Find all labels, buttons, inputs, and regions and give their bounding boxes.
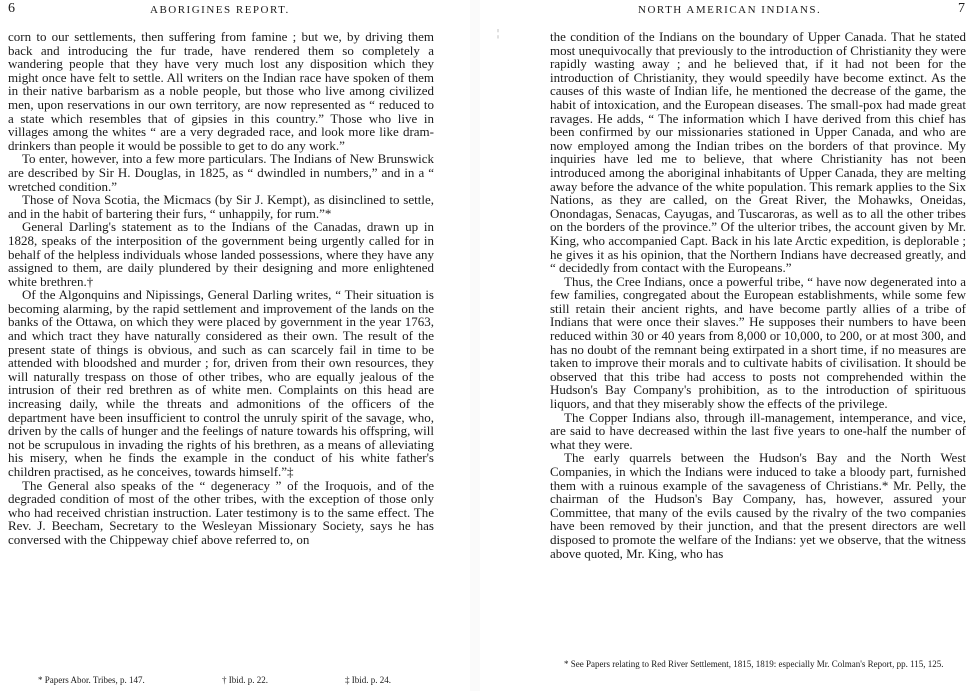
- page-number: 7: [958, 1, 965, 16]
- footnote: * Papers Abor. Tribes, p. 147.: [38, 675, 145, 685]
- book-gutter: [470, 0, 480, 691]
- left-page: [0, 0, 470, 691]
- right-page: [480, 0, 980, 691]
- text-column: [550, 30, 966, 560]
- running-head: ABORIGINES REPORT.: [150, 4, 290, 16]
- page-number: 6: [8, 1, 15, 16]
- paragraph: The General also speaks of the “ degeneracy ” of the Iroquois, and of the degraded condition of most of the other tribes, with the exception of those only who had received christian instruction. Later testimony is to the same effect. The Rev. J. Beecham, Secretary to the Wesleyan Missionary Society, says he has conversed with the Chippeway chief above referred to, on: [8, 477, 434, 547]
- text-column: [8, 30, 434, 547]
- paragraph: Of the Algonquins and Nipissings, General Darling writes, “ Their situation is becoming alarming, by the rapid settlement and improvement of the lands on the banks of the Ottawa, on which they were placed by government in the year 1763, and which tract they have naturally considered as their own. The result of the present state of things is obvious, and such as can scarcely fail in time to be attended with bloodshed and murder ; for, driven from their own resources, they will naturally trespass on those of other tribes, who are equally jealous of the intrusion of their red brethren as of white men. Complaints on this head are increasing daily, while the threats and admonitions of the officers of the department have been insufficient to control the unruly spirit of the savage, who, driven by the calls of hunger and the feelings of nature towards his offspring, will not be scrupulous in invading the rights of his brethren, as a means of alleviating his misery, when he finds the example in the conduct of his white father's children practised, as he conceives, towards himself.”‡: [8, 287, 434, 479]
- gutter-mark: ¦: [497, 28, 500, 39]
- paragraph: To enter, however, into a few more particulars. The Indians of New Brunswick are described by Sir H. Douglas, in 1825, as “ dwindled in numbers,” and in a “ wretched condition.”: [8, 151, 434, 194]
- running-head: NORTH AMERICAN INDIANS.: [638, 4, 822, 16]
- paragraph: General Darling's statement as to the Indians of the Canadas, drawn up in 1828, speaks of the interposition of the government being urgently called for in behalf of the helpless individuals whose landed possessions, where they have any assigned to them, are daily plundered by their designing and more enlightened white brethren.†: [8, 219, 434, 289]
- paragraph: corn to our settlements, then suffering from famine ; but we, by driving them back and introducing the fur trade, have rendered them so completely a wandering people that they have very much lost any disposition which they might once have felt to settle. All writers on the Indian race have spoken of them in their native barbarism as a noble people, but those who live among civilized men, upon reservations in our own territory, are now represented as “ reduced to a state which resembles that of gipsies in this country.” Those who live in villages among the whites “ are a very degraded race, and look more like dram-drinkers than people it would be possible to get to do any work.”: [8, 29, 434, 153]
- footnote: * See Papers relating to Red River Settlement, 1815, 1819: especially Mr. Colman's Report, pp. 115, 125.: [564, 659, 944, 669]
- paragraph: the condition of the Indians on the boundary of Upper Canada. That he stated most unequivocally that previously to the introduction of Christianity they were rapidly wasting away ; and he believed that, if it had not been for the introduction of Christianity, they would speedily have become extinct. As the causes of this waste of Indian life, he mentioned the decrease of the game, the habit of intoxication, and the European diseases. The small-pox had made great ravages. He adds, “ The information which I have derived from this chief has been confirmed by our missionaries stationed in Upper Canada, and who are now employed among the Indian tribes on the borders of that province. My inquiries have led me to believe, that where Christianity has not been introduced among the aboriginal inhabitants of Upper Canada, they are melting away before the advance of the white population. This remark applies to the Six Nations, as they are called, on the Great River, the Mohawks, Oneidas, Onondagas, Senacas, Cayugas, and Tuscaroras, as well as to all the other tribes on the borders of the province.” Of the ulterior tribes, the account given by Mr. King, who accompanied Capt. Back in his late Arctic expedition, is deplorable ; he gives it as his opinion, that the Northern Indians have decreased greatly, and “ decidedly from contact with the Europeans.”: [550, 29, 966, 276]
- paragraph: Thus, the Cree Indians, once a powerful tribe, “ have now degenerated into a few families, congregated about the European establishments, while some few still retain their ancient rights, and have become partly allies of a tribe of Indians that were once their slaves.” He supposes their numbers to have been reduced within 30 or 40 years from 8,000 or 10,000, to 200, or at most 300, and has no doubt of the remnant being extirpated in a short time, if no measures are taken to improve their morals and to cultivate habits of civilisation. It should be observed that this tribe had access to posts not comprehended within the Hudson's Bay Company's prohibition, as to the introduction of spirituous liquors, and that they miserably show the effects of the privilege.: [550, 273, 966, 412]
- paragraph: The early quarrels between the Hudson's Bay and the North West Companies, in which the Indians were induced to take a bloody part, furnished them with a ruinous example of the savageness of Christians.* Mr. Pelly, the chairman of the Hudson's Bay Company, has, however, assured your Committee, that many of the evils caused by the rivalry of the two companies have been removed by their junction, and that the present directors are well disposed to promote the welfare of the Indians: yet we observe, that the witness above quoted, Mr. King, who has: [550, 450, 966, 561]
- footnote: ‡ Ibid. p. 24.: [345, 675, 391, 685]
- footnote: † Ibid. p. 22.: [222, 675, 268, 685]
- paragraph: Those of Nova Scotia, the Micmacs (by Sir J. Kempt), as disinclined to settle, and in the habit of bartering their furs, “ unhappily, for rum.”*: [8, 192, 434, 221]
- paragraph: The Copper Indians also, through ill-management, intemperance, and vice, are said to have decreased within the last five years to one-half the number of what they were.: [550, 409, 966, 452]
